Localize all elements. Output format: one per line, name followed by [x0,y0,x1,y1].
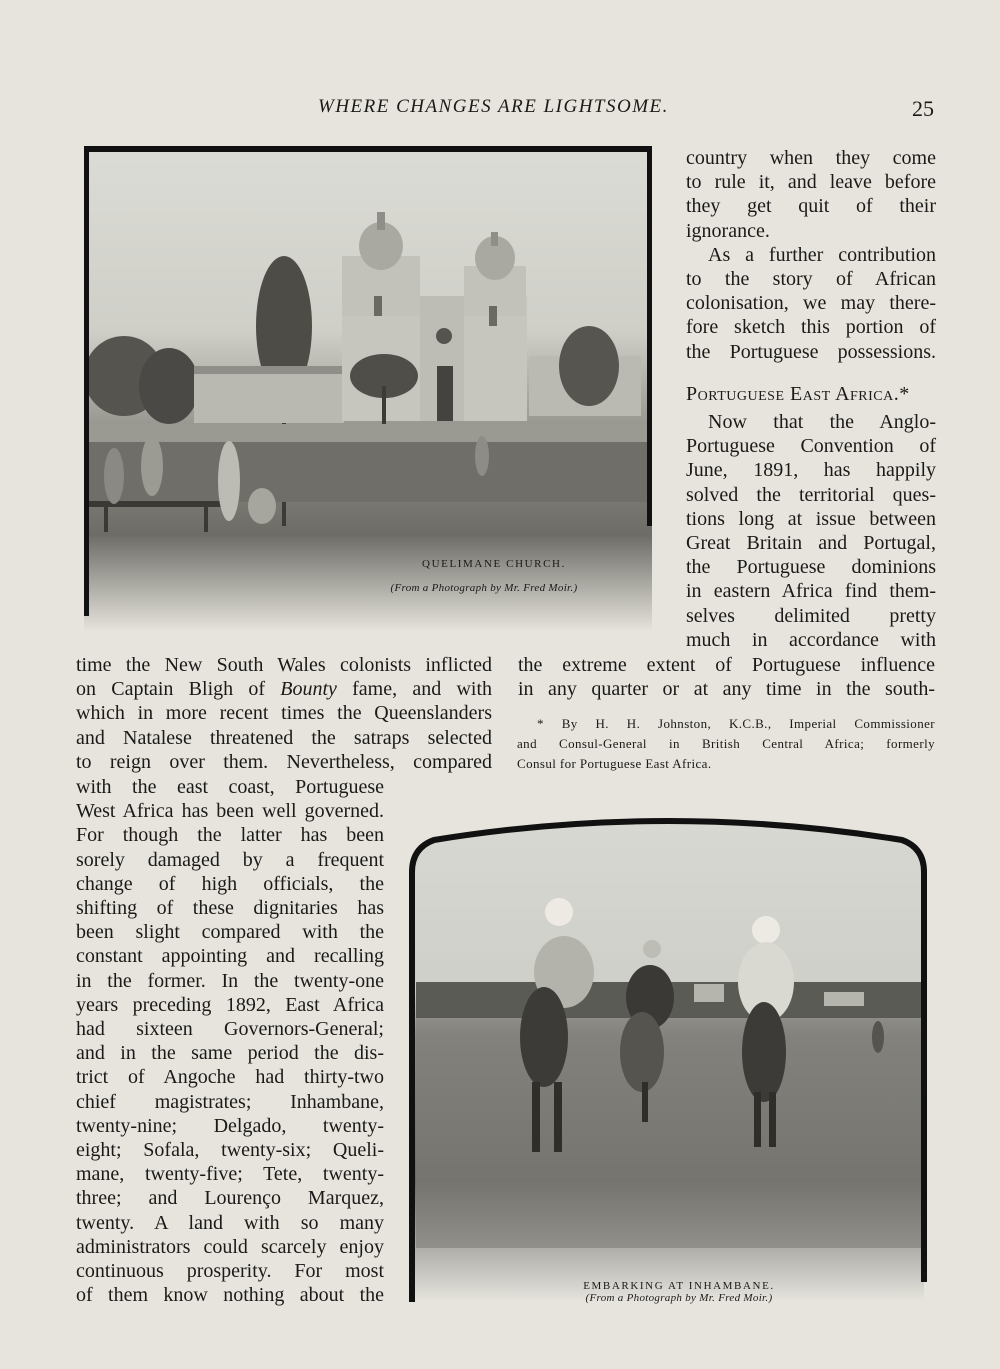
text-line: years preceding 1892, East Africa [76,993,384,1016]
text-line: solved the territorial ques- [686,483,936,506]
caption-credit: (From a Photograph by Mr. Fred Moir.) [585,1292,773,1304]
text-line: the extreme extent of Portuguese influence [518,654,935,676]
text-line: trict of Angoche had thirty-two [76,1066,384,1089]
photo-frame-right [647,146,652,526]
text-line: selves delimited pretty [686,604,936,627]
text-line: twenty-nine; Delgado, twenty- [76,1114,384,1137]
text-line: mane, twenty-five; Tete, twenty- [76,1163,384,1186]
text-fragment: fame, and with [336,678,493,701]
footnote-line: * By H. H. Johnston, K.C.B., Imperial Commissioner [537,716,935,731]
text-line: three; and Lourenço Marquez, [76,1187,384,1210]
bounty-italic: Bounty [280,678,337,701]
text-line: As a further contribution [708,243,936,266]
caption-credit: (From a Photograph by Mr. Fred Moir.) [390,582,578,594]
text-line: time the New South Wales colonists inflicted [76,654,492,676]
right-continuation [518,653,935,701]
text-line: twenty. A land with so many [76,1211,384,1234]
figure-caption-bottom [534,1280,824,1304]
text-line: colonisation, we may there- [686,292,936,315]
text-line: June, 1891, has happily [686,459,936,482]
left-narrow-text [76,775,384,1307]
text-line: Portuguese Convention of [686,435,936,458]
figure-caption-top [384,558,604,570]
text-line: in any quarter or at any time in the south- [518,678,935,701]
caption-title: EMBARKING AT INHAMBANE. [583,1280,775,1292]
text-line: Now that the Anglo- [708,411,936,433]
text-line: had sixteen Governors-General; [76,1018,384,1041]
text-line: much in accordance with [686,628,936,651]
right-column-text [686,146,936,364]
page-number: 25 [912,96,934,121]
text-line: the Portuguese possessions. [686,340,936,363]
inhambane-photo [404,812,932,1312]
section-heading [686,382,936,406]
text-line: tions long at issue between [686,507,936,530]
footnote [517,714,935,774]
text-line: they get quit of their [686,195,936,218]
text-line: change of high officials, the [76,872,384,895]
text-line: constant appointing and recalling [76,945,384,968]
text-line-bounty [76,677,492,701]
caption-title: QUELIMANE CHURCH. [422,558,566,570]
right-column-para3 [686,410,936,652]
text-line: West Africa has been well governed. [76,800,384,823]
text-line: For though the latter has been [76,824,384,847]
footnote-line: and Consul-General in British Central Africa; formerly [517,736,935,751]
inhambane-illustration [404,812,932,1312]
text-line: of them know nothing about the [76,1284,384,1307]
text-fragment: on Captain Bligh of [76,678,281,701]
figure-credit-top [324,582,644,594]
text-line: and Natalese threatened the satraps selected [76,726,492,749]
text-line: continuous prosperity. For most [76,1260,384,1283]
text-line: fore sketch this portion of [686,316,936,339]
running-head: WHERE CHANGES ARE LIGHTSOME. [318,96,669,117]
text-line: to the story of African [686,268,936,291]
text-line: which in more recent times the Queenslanders [76,702,492,725]
left-wide-text [76,653,492,774]
photo-frame-top [84,146,652,152]
text-line: Great Britain and Portugal, [686,532,936,555]
text-line: chief magistrates; Inhambane, [76,1090,384,1113]
text-line: to rule it, and leave before [686,171,936,194]
text-line: the Portuguese dominions [686,556,936,579]
text-line: sorely damaged by a frequent [76,848,384,871]
quelimane-church-photo [84,146,652,632]
photo-frame-left [84,146,89,616]
text-line: to reign over them. Nevertheless, compared [76,750,492,773]
text-line: been slight compared with the [76,921,384,944]
text-line: country when they come [686,147,936,169]
text-line: ignorance. [686,219,770,242]
text-line: administrators could scarcely enjoy [76,1235,384,1258]
text-line: shifting of these dignitaries has [76,897,384,920]
text-line: with the east coast, Portuguese [76,776,384,798]
text-line: in the former. In the twenty-one [76,969,384,992]
text-line: in eastern Africa find them- [686,580,936,603]
footnote-line: Consul for Portuguese East Africa. [517,756,712,771]
text-line: eight; Sofala, twenty-six; Queli- [76,1139,384,1162]
text-line: and in the same period the dis- [76,1042,384,1065]
section-heading-text: Portuguese East Africa.* [686,383,910,405]
